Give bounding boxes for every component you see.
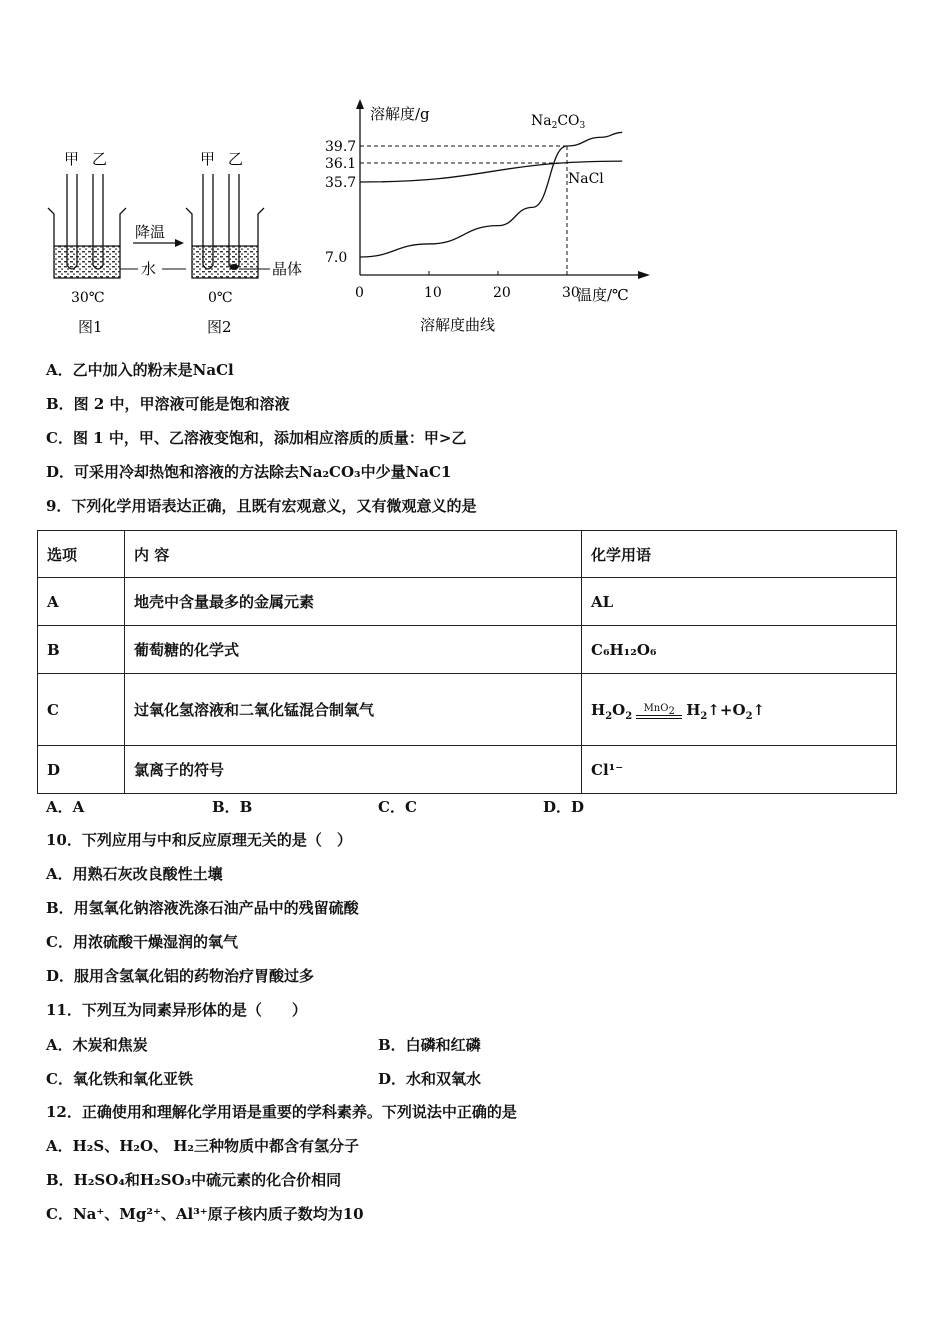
- x-tick-label: 20: [493, 285, 511, 301]
- q12-option-a[interactable]: A．H₂S、H₂O、 H₂三种物质中都含有氢分子: [46, 1137, 359, 1155]
- q9-choice-a[interactable]: A．A: [46, 798, 85, 816]
- y-tick-label: 35.7: [325, 175, 357, 191]
- y-tick-label: 36.1: [325, 156, 357, 172]
- table-header: 选项: [38, 531, 125, 578]
- q10-stem: 10．下列应用与中和反应原理无关的是（ ）: [46, 831, 352, 849]
- fig1-temperature: 30℃: [71, 290, 105, 306]
- q10-option-b[interactable]: B．用氢氧化钠溶液洗涤石油产品中的残留硫酸: [46, 899, 359, 917]
- fig2-tube-label-jia: 甲: [200, 150, 216, 168]
- q12-option-c[interactable]: C．Na⁺、Mg²⁺、Al³⁺原子核内质子数均为10: [46, 1205, 364, 1223]
- fig1-tube-label-jia: 甲: [64, 150, 80, 168]
- water-label: 水: [141, 260, 157, 278]
- q9-stem: 9．下列化学用语表达正确，且既有宏观意义，又有微观意义的是: [46, 497, 477, 515]
- q9-choice-c[interactable]: C．C: [378, 798, 417, 816]
- solubility-chart: [320, 95, 650, 345]
- table-row: D 氯离子的符号 Cl¹⁻: [38, 746, 897, 794]
- table-header: 内 容: [125, 531, 582, 578]
- series-label-na2co3: $Na_2CO_3$: [531, 113, 586, 131]
- table-row: C 过氧化氢溶液和二氧化锰混合制氧气 $H_2O_2$ MnO$_2$ $H_2↑+O_2↑$: [38, 674, 897, 746]
- y-axis-label: 溶解度/g: [370, 105, 430, 123]
- fig2-temperature: 0℃: [208, 290, 233, 306]
- q12-option-b[interactable]: B．H₂SO₄和H₂SO₃中硫元素的化合价相同: [46, 1171, 342, 1189]
- fig2-caption: 图2: [207, 318, 232, 336]
- q11-option-a[interactable]: A．木炭和焦炭: [46, 1036, 148, 1054]
- crystal-label: 晶体: [272, 260, 303, 278]
- x-tick-label: 10: [424, 285, 442, 301]
- x-axis-arrow-icon: [638, 271, 650, 279]
- x-axis-label: 温度/℃: [577, 286, 629, 304]
- q8-option-c[interactable]: C．图 1 中，甲、乙溶液变饱和，添加相应溶质的质量：甲>乙: [46, 429, 467, 447]
- y-tick-label: 39.7: [325, 139, 357, 155]
- q9-table: [37, 530, 897, 794]
- q10-option-a[interactable]: A．用熟石灰改良酸性土壤: [46, 865, 223, 883]
- fig1-tube-label-yi: 乙: [92, 150, 108, 168]
- equation-formula: $H_2O_2$ MnO$_2$ $H_2↑+O_2↑$: [582, 674, 897, 746]
- fig2-beaker: [186, 174, 264, 278]
- q11-option-b[interactable]: B．白磷和红磷: [378, 1036, 481, 1054]
- beaker-figures: [40, 140, 330, 345]
- q11-option-c[interactable]: C．氧化铁和氧化亚铁: [46, 1070, 193, 1088]
- y-axis-arrow-icon: [356, 99, 364, 109]
- x-tick-label: 0: [355, 285, 364, 301]
- cooling-label: 降温: [135, 223, 166, 241]
- crystal-deposit: [230, 264, 239, 270]
- fig2-tube-label-yi: 乙: [228, 150, 244, 168]
- fig1-caption: 图1: [78, 318, 103, 336]
- q11-option-d[interactable]: D．水和双氧水: [378, 1070, 482, 1088]
- q10-option-d[interactable]: D．服用含氢氧化铝的药物治疗胃酸过多: [46, 967, 315, 985]
- chart-title: 溶解度曲线: [420, 316, 496, 334]
- q11-stem: 11．下列互为同素异形体的是（ ）: [46, 1001, 307, 1019]
- q8-option-b[interactable]: B．图 2 中，甲溶液可能是饱和溶液: [46, 395, 290, 413]
- table-row: A 地壳中含量最多的金属元素 AL: [38, 578, 897, 626]
- q12-stem: 12．正确使用和理解化学用语是重要的学科素养。下列说法中正确的是: [46, 1103, 517, 1121]
- q9-choice-b[interactable]: B．B: [212, 798, 253, 816]
- q10-option-c[interactable]: C．用浓硫酸干燥湿润的氧气: [46, 933, 238, 951]
- q8-option-d[interactable]: D．可采用冷却热饱和溶液的方法除去Na₂CO₃中少量NaC1: [46, 463, 452, 481]
- y-tick-label: 7.0: [325, 250, 348, 266]
- fig1-beaker: [48, 174, 126, 278]
- table-row: B 葡萄糖的化学式 C₆H₁₂O₆: [38, 626, 897, 674]
- x-tick-label: 30: [562, 285, 580, 301]
- table-header: 化学用语: [582, 531, 897, 578]
- q9-choice-d[interactable]: D．D: [543, 798, 585, 816]
- series-label-nacl: NaCl: [568, 171, 604, 187]
- series-line-na2co3: [360, 132, 622, 257]
- q8-option-a[interactable]: A．乙中加入的粉末是NaCl: [46, 361, 234, 379]
